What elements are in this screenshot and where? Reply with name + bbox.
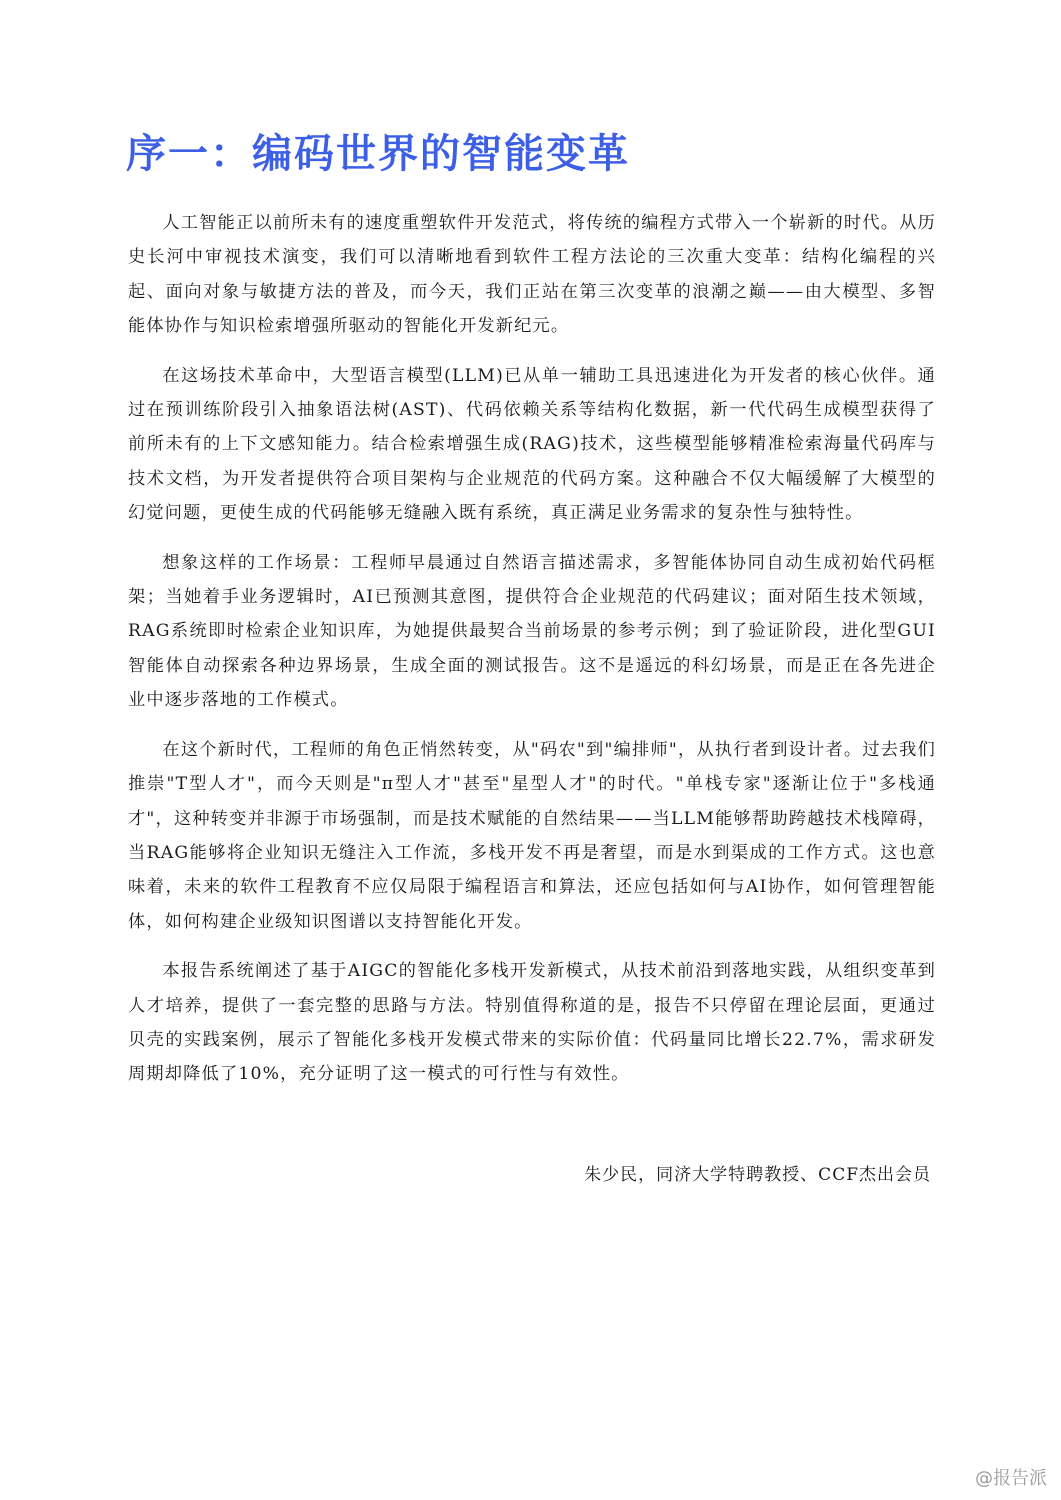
paragraph-4: 在这个新时代，工程师的角色正悄然转变，从"码农"到"编排师"，从执行者到设计者。过去我们推崇"T型人才"，而今天则是"π型人才"甚至"星型人才"的时代。"单栈专家"逐渐让位于"多栈通才"，这种转变并非源于市场强制，而是技术赋能的自然结果——当LLM能够帮助跨越技术栈障碍，当RAG能够将企业知识无缝注入工作流，多栈开发不再是奢望，而是水到渠成的工作方式。这也意味着，未来的软件工程教育不应仅局限于编程语言和算法，还应包括如何与AI协作，如何管理智能体，如何构建企业级知识图谱以支持智能化开发。	[128, 739, 936, 932]
body-text	[128, 206, 936, 1107]
page-title: 序一：编码世界的智能变革	[126, 131, 630, 177]
watermark: @报告派	[975, 1468, 1047, 1489]
paragraph-5: 本报告系统阐述了基于AIGC的智能化多栈开发新模式，从技术前沿到落地实践，从组织变革到人才培养，提供了一套完整的思路与方法。特别值得称道的是，报告不只停留在理论层面，更通过贝壳的实践案例，展示了智能化多栈开发模式带来的实际价值：代码量同比增长22.7%，需求研发周期却降低了10%，充分证明了这一模式的可行性与有效性。	[128, 961, 936, 1085]
author-signature: 朱少民，同济大学特聘教授、CCF杰出会员	[584, 1165, 931, 1185]
paragraph-1: 人工智能正以前所未有的速度重塑软件开发范式，将传统的编程方式带入一个崭新的时代。从历史长河中审视技术演变，我们可以清晰地看到软件工程方法论的三次重大变革：结构化编程的兴起、面向对象与敏捷方法的普及，而今天，我们正站在第三次变革的浪潮之巅——由大模型、多智能体协作与知识检索增强所驱动的智能化开发新纪元。	[128, 213, 936, 337]
paragraph-3: 想象这样的工作场景：工程师早晨通过自然语言描述需求，多智能体协同自动生成初始代码框架；当她着手业务逻辑时，AI已预测其意图，提供符合企业规范的代码建议；面对陌生技术领域，RAG系统即时检索企业知识库，为她提供最契合当前场景的参考示例；到了验证阶段，进化型GUI智能体自动探索各种边界场景，生成全面的测试报告。这不是遥远的科幻场景，而是正在各先进企业中逐步落地的工作模式。	[128, 552, 936, 711]
paragraph-2: 在这场技术革命中，大型语言模型(LLM)已从单一辅助工具迅速进化为开发者的核心伙伴。通过在预训练阶段引入抽象语法树(AST)、代码依赖关系等结构化数据，新一代代码生成模型获得了前所未有的上下文感知能力。结合检索增强生成(RAG)技术，这些模型能够精准检索海量代码库与技术文档，为开发者提供符合项目架构与企业规范的代码方案。这种融合不仅大幅缓解了大模型的幻觉问题，更使生成的代码能够无缝融入既有系统，真正满足业务需求的复杂性与独特性。	[128, 365, 936, 524]
